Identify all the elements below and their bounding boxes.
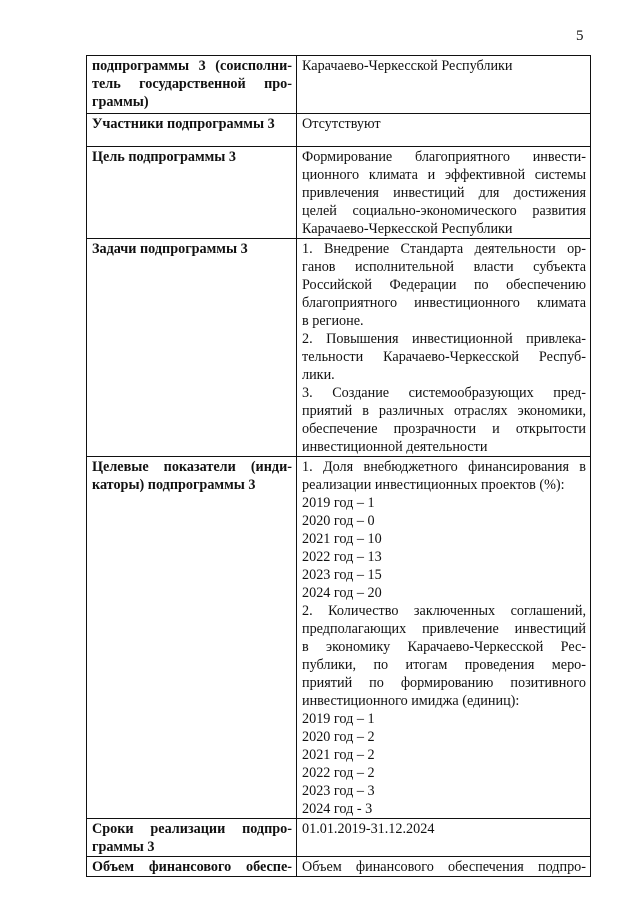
row-label-timeline: [87, 819, 297, 857]
label-line: Задачи подпрограммы 3: [92, 241, 248, 257]
value-line: 2. Количество заключенных соглашений,: [302, 603, 586, 619]
value-line: 1. Внедрение Стандарта деятельности ор-: [302, 241, 586, 257]
value-line: Карачаево-Черкесской Республики: [302, 58, 513, 74]
label-line: Объем финансового обеспе-: [92, 859, 292, 875]
row-label-indicators: [87, 457, 297, 819]
value-line: 2022 год – 2: [302, 765, 375, 781]
value-line: Отсутствуют: [302, 116, 381, 132]
row-label-tasks: [87, 239, 297, 457]
value-line: обеспечение прозрачности и открытости: [302, 421, 586, 437]
label-line: Сроки реализации подпро-: [92, 821, 292, 837]
value-line: 2021 год – 2: [302, 747, 375, 763]
table-row: [87, 56, 591, 114]
value-line: 2023 год – 15: [302, 567, 382, 583]
label-line: граммы 3: [92, 839, 155, 855]
row-value-timeline: [297, 819, 591, 857]
label-line: граммы): [92, 94, 149, 110]
value-line: 2024 год – 20: [302, 585, 382, 601]
row-value-participants: [297, 114, 591, 147]
value-line: 1. Доля внебюджетного финансирования в: [302, 459, 586, 475]
value-line: целей социально-экономического развития: [302, 203, 586, 219]
value-line: инвестиционного имиджа (единиц):: [302, 693, 520, 709]
value-line: реализации инвестиционных проектов (%):: [302, 477, 565, 493]
value-line: тельности Карачаево-Черкесской Респуб-: [302, 349, 586, 365]
value-line: ционного климата и эффективной системы: [302, 167, 586, 183]
value-line: лики.: [302, 367, 335, 383]
value-line: привлечения инвестиций для достижения: [302, 185, 586, 201]
value-line: публики, по итогам проведения меро-: [302, 657, 586, 673]
row-value-funding: [297, 857, 591, 877]
value-line: благоприятного инвестиционного климата: [302, 295, 586, 311]
value-line: в экономику Карачаево-Черкесской Рес-: [302, 639, 586, 655]
value-line: 3. Создание системообразующих пред-: [302, 385, 586, 401]
value-line: 2. Повышения инвестиционной привлека-: [302, 331, 586, 347]
page-number: 5: [576, 28, 584, 44]
table-row: [87, 114, 591, 147]
row-label-coexecutor: [87, 56, 297, 114]
value-line: инвестиционной деятельности: [302, 439, 488, 455]
value-line: 01.01.2019-31.12.2024: [302, 821, 435, 837]
table-row: [87, 147, 591, 239]
value-line: 2020 год – 0: [302, 513, 375, 529]
table-row: [87, 857, 591, 877]
value-line: в регионе.: [302, 313, 364, 329]
value-line: ганов исполнительной власти субъекта: [302, 259, 586, 275]
value-line: 2019 год – 1: [302, 495, 375, 511]
value-line: приятий по формированию позитивного: [302, 675, 586, 691]
subprogram-passport-table: [86, 55, 591, 877]
value-line: 2019 год – 1: [302, 711, 375, 727]
row-value-indicators: [297, 457, 591, 819]
label-line: каторы) подпрограммы 3: [92, 477, 256, 493]
row-value-goal: [297, 147, 591, 239]
label-line: тель государственной про-: [92, 76, 292, 92]
label-line: Целевые показатели (инди-: [92, 459, 292, 475]
value-line: 2021 год – 10: [302, 531, 382, 547]
row-value-coexecutor: [297, 56, 591, 114]
value-line: предполагающих привлечение инвестиций: [302, 621, 586, 637]
value-line: Формирование благоприятного инвести-: [302, 149, 586, 165]
label-line: подпрограммы 3 (соисполни-: [92, 58, 292, 74]
value-line: 2024 год - 3: [302, 801, 373, 817]
value-line: 2023 год – 3: [302, 783, 375, 799]
row-value-tasks: [297, 239, 591, 457]
row-label-goal: [87, 147, 297, 239]
table-row: [87, 239, 591, 457]
value-line: Карачаево-Черкесской Республики: [302, 221, 513, 237]
label-line: Цель подпрограммы 3: [92, 149, 237, 165]
row-label-participants: [87, 114, 297, 147]
value-line: Объем финансового обеспечения подпро-: [302, 859, 586, 875]
table-row: [87, 457, 591, 819]
row-label-funding: [87, 857, 297, 877]
value-line: 2022 год – 13: [302, 549, 382, 565]
value-line: приятий в различных отраслях экономики,: [302, 403, 586, 419]
value-line: Российской Федерации по обеспечению: [302, 277, 586, 293]
label-line: Участники подпрограммы 3: [92, 116, 275, 132]
table-row: [87, 819, 591, 857]
value-line: 2020 год – 2: [302, 729, 375, 745]
